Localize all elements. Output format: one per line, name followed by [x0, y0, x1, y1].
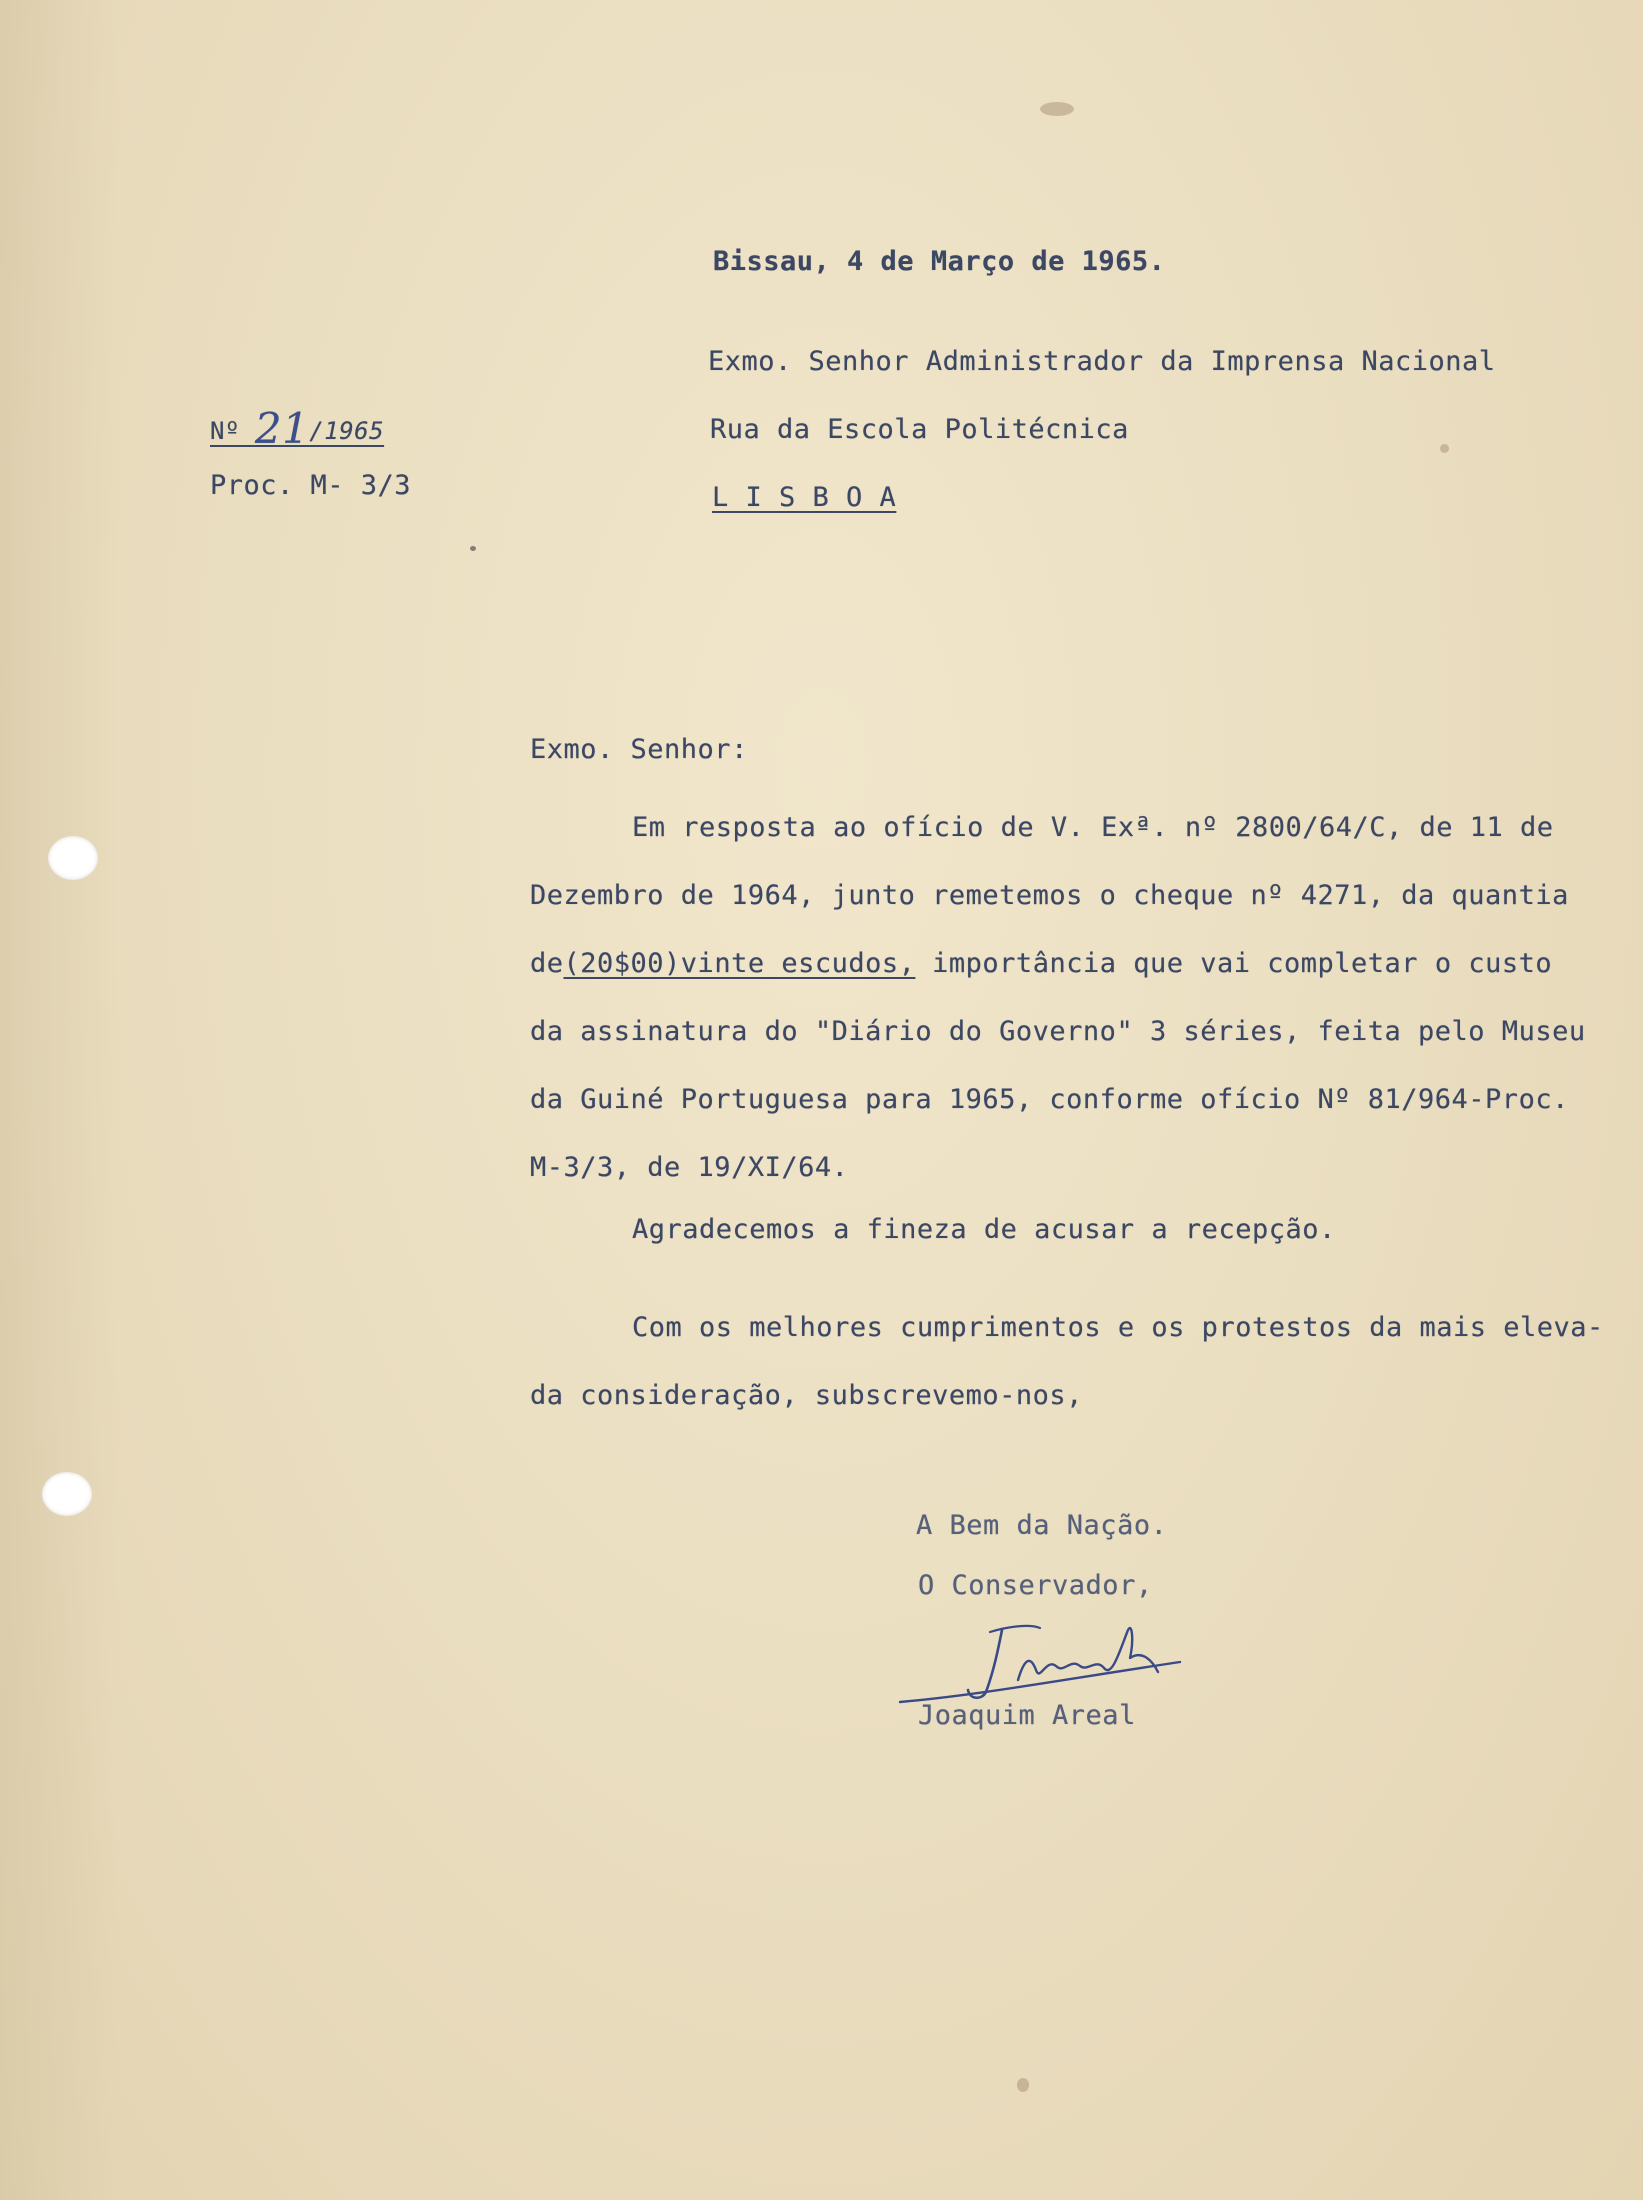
amount-underlined: (20$00)vinte escudos, [563, 948, 916, 979]
closing-line-2: da consideração, subscrevemo-nos, [530, 1380, 1083, 1411]
recipient-city: L I S B O A [712, 482, 897, 513]
sign-off-2: O Conservador, [918, 1570, 1153, 1601]
stain-mark [1040, 102, 1074, 116]
sign-off-1: A Bem da Nação. [916, 1510, 1168, 1541]
amount-prefix: de [530, 948, 564, 979]
paragraph-acknowledge: Agradecemos a fineza de acusar a recepção. [632, 1214, 1336, 1245]
punch-hole-upper [48, 836, 98, 880]
body-line-2: Dezembro de 1964, junto remetemos o cheque nº 4271, da quantia [530, 880, 1569, 911]
date-line: Bissau, 4 de Março de 1965. [713, 246, 1166, 277]
reference-number-year: /1965 [309, 417, 385, 445]
reference-number [210, 400, 385, 453]
reference-number-handwritten: 21 [254, 404, 310, 453]
stain-mark [1017, 2078, 1029, 2092]
recipient-line-1: Exmo. Senhor Administrador da Imprensa Nacional [708, 346, 1496, 377]
body-line-3-rest: importância que vai completar o custo [932, 948, 1553, 979]
body-line-3 [530, 948, 1552, 979]
stain-mark [470, 546, 476, 551]
closing-line-1: Com os melhores cumprimentos e os protestos da mais eleva- [632, 1312, 1604, 1343]
signatory-name: Joaquim Areal [918, 1700, 1136, 1731]
body-line-6: M-3/3, de 19/XI/64. [530, 1152, 849, 1183]
recipient-line-2: Rua da Escola Politécnica [710, 414, 1129, 445]
process-reference: Proc. M- 3/3 [210, 470, 412, 501]
reference-number-prefix: Nº [210, 417, 240, 445]
salutation: Exmo. Senhor: [530, 734, 748, 765]
body-line-5: da Guiné Portuguesa para 1965, conforme ofício Nº 81/964-Proc. [530, 1084, 1569, 1115]
body-line-4: da assinatura do "Diário do Governo" 3 séries, feita pelo Museu [530, 1016, 1586, 1047]
body-line-1: Em resposta ao ofício de V. Exª. nº 2800/64/C, de 11 de [632, 812, 1554, 843]
stain-mark [1440, 444, 1449, 453]
punch-hole-lower [42, 1472, 92, 1516]
